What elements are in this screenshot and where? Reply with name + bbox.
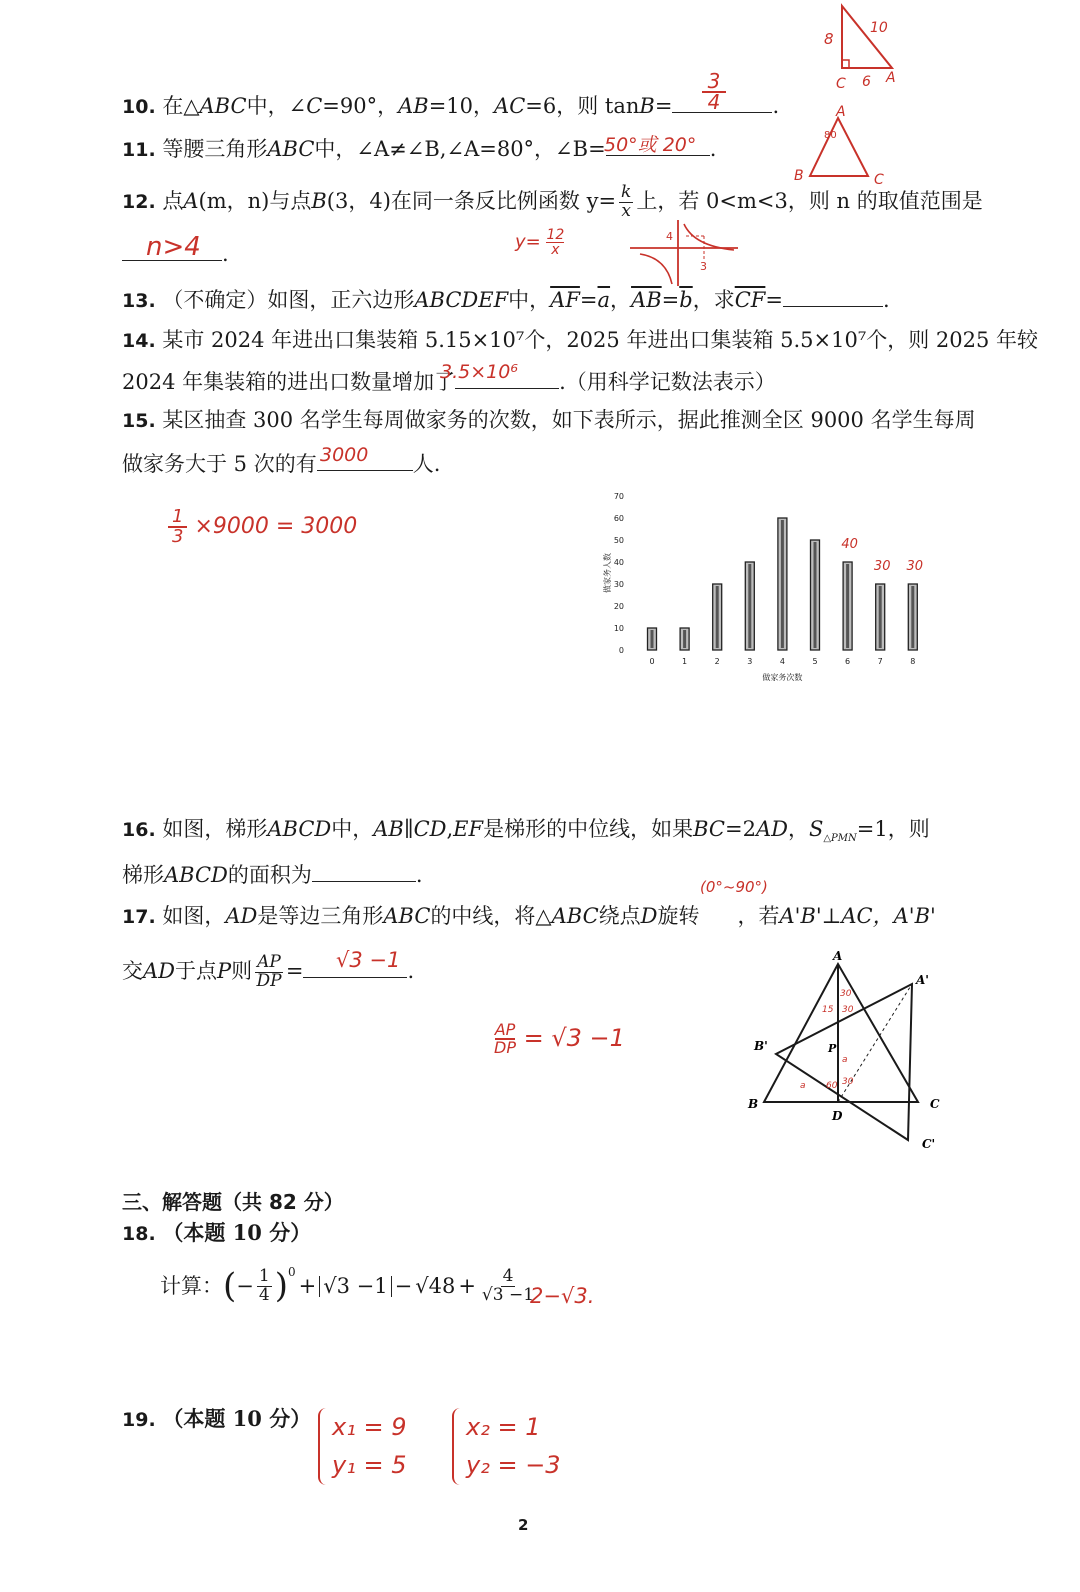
question-12 xyxy=(122,184,983,221)
q12-end: . xyxy=(222,242,229,266)
question-13 xyxy=(122,288,890,311)
q16-line2 xyxy=(122,863,423,886)
q10-text: = xyxy=(654,94,673,118)
y-tick-label: 0 xyxy=(618,646,624,655)
vector-b: $\overline{b}$ xyxy=(679,288,693,312)
vector-af: $\overline{AF}$ xyxy=(550,288,580,312)
angle-mark: 30 xyxy=(840,989,852,999)
question-number: 11. xyxy=(122,139,156,161)
right-angle-mark xyxy=(842,60,849,68)
q16-ad: AD xyxy=(755,817,788,841)
q18-expression: 计算： ( − $\frac{1}{4}$ ) $^0$ + √3 −1 − √48 + $\frac{4}{√3 -1}$ xyxy=(160,1265,535,1307)
q13-eq: = xyxy=(765,288,783,312)
q17-text: 于点 xyxy=(175,958,218,983)
question-number: 18. xyxy=(122,1223,156,1245)
question-number: 15. xyxy=(122,410,156,432)
x-tick-label: 1 xyxy=(682,657,688,666)
question-number: 16. xyxy=(122,819,156,841)
sketch-triangle xyxy=(810,118,868,176)
q18-title: （本题 10 分） xyxy=(162,1220,312,1245)
q10-text: =90°， xyxy=(322,94,399,118)
expr-sqrt48: √48 xyxy=(415,1273,456,1298)
handwritten-bar-label: 30 xyxy=(906,559,924,574)
bar-hatch xyxy=(716,586,719,648)
q11-end: . xyxy=(709,137,717,161)
q16-text: , xyxy=(446,817,454,841)
vector-a: $\overline{a}$ xyxy=(597,288,611,312)
vertex-b: B xyxy=(794,168,804,184)
q16-text: 梯形 xyxy=(122,863,164,887)
vector-cf: $\overline{CF}$ xyxy=(734,288,766,312)
q16-parallel: ∥ xyxy=(403,817,414,841)
question-number: 10. xyxy=(122,96,156,118)
q13-eq: = xyxy=(579,288,598,312)
q10-text: =10， xyxy=(428,94,495,118)
q16-abcd: ABCD xyxy=(164,863,228,887)
x-tick-label: 5 xyxy=(812,657,818,666)
q17-abc: ABC xyxy=(551,904,599,928)
angle-mark: 30 xyxy=(842,1005,854,1015)
side-label-6: 6 xyxy=(862,74,871,90)
q17-eq: = xyxy=(285,958,304,983)
answer-blank xyxy=(783,288,883,307)
y-axis-label: 做家务人数 xyxy=(603,553,612,593)
question-number: 13. xyxy=(122,290,156,312)
question-number: 14. xyxy=(122,330,156,352)
y-tick-label: 50 xyxy=(613,536,624,545)
hyperbola-branch xyxy=(684,224,734,250)
expr-minus: − xyxy=(394,1273,413,1298)
graph-label-3: 3 xyxy=(700,260,707,273)
q17-text: 是等边三角形 xyxy=(257,904,384,928)
calc-label: 计算： xyxy=(160,1273,223,1298)
hyperbola-branch xyxy=(640,254,672,284)
work-num: AP xyxy=(494,1020,516,1039)
angle-mark: a xyxy=(842,1055,848,1065)
point-c-label: C xyxy=(930,1097,940,1111)
question-10 xyxy=(122,90,780,118)
q12-a: A xyxy=(183,188,199,213)
x-tick-label: 6 xyxy=(845,657,851,666)
point-p-label: P xyxy=(828,1042,837,1055)
x-tick-label: 0 xyxy=(649,657,655,666)
q16-text: =1，则 xyxy=(856,817,930,841)
q11-text: 等腰三角形 xyxy=(162,137,268,161)
x-tick-label: 3 xyxy=(747,657,753,666)
handwritten-bar-label: 40 xyxy=(841,537,858,552)
question-19 xyxy=(122,1408,311,1430)
question-number: 12. xyxy=(122,190,156,213)
question-16 xyxy=(122,819,930,844)
vector-ab: $\overline{AB}$ xyxy=(631,288,662,312)
q10-abc: ABC xyxy=(199,94,247,118)
q16-eq: =2 xyxy=(724,817,756,841)
q19-title: （本题 10 分） xyxy=(162,1406,312,1431)
vertex-c: C xyxy=(874,172,884,188)
y-tick-label: 20 xyxy=(613,602,624,611)
vertex-a: A xyxy=(886,70,896,86)
q10-text: 在△ xyxy=(162,94,200,118)
side-label-10: 10 xyxy=(870,20,888,36)
x-tick-label: 8 xyxy=(910,657,916,666)
q17-figure xyxy=(740,950,960,1160)
q10-triangle-sketch xyxy=(810,0,920,95)
q11-handwritten-answer: 50°或 20° xyxy=(604,134,697,156)
q13-end: . xyxy=(882,288,890,312)
q17-ad: AD xyxy=(143,958,176,983)
x-tick-label: 7 xyxy=(877,657,883,666)
expr-plus: + xyxy=(298,1273,317,1298)
q11-abc: ABC xyxy=(267,137,315,161)
frac-num: AP xyxy=(257,952,281,972)
q10-text: =6，则 tan xyxy=(525,94,640,118)
q12-text: 上，若 0<m<3，则 n 的取值范围是 xyxy=(636,188,983,213)
q18-handwritten-answer: 2−√3. xyxy=(530,1284,595,1308)
q13-text: ，求 xyxy=(692,288,735,312)
q17-text: 旋转 xyxy=(657,904,700,928)
q17-handwritten-answer: √3 −1 xyxy=(336,948,401,972)
q17-text: 如图， xyxy=(162,904,226,928)
q16-comma: ， xyxy=(787,817,809,841)
q17-text: 交 xyxy=(122,958,143,983)
expr-neg: − xyxy=(236,1273,254,1298)
q17-text: 绕点 xyxy=(598,904,641,928)
bar-hatch xyxy=(814,542,817,648)
x-axis-label: 做家务次数 xyxy=(762,673,803,682)
bar-chart xyxy=(598,484,938,690)
q13-text: 中， xyxy=(508,288,551,312)
q16-abcd: ABCD xyxy=(267,817,332,841)
q17-text: 的中线，将△ xyxy=(430,904,552,928)
sketch-triangle xyxy=(842,6,892,68)
q10-end: . xyxy=(772,94,780,118)
point-a-label: A xyxy=(833,949,843,963)
solution-y2: y₂ = −3 xyxy=(466,1451,561,1480)
question-18 xyxy=(122,1222,311,1244)
q16-text: 如图，梯形 xyxy=(162,817,268,841)
angle-mark: a xyxy=(800,1081,806,1091)
q11-text: 中，∠A≠∠B,∠A=80°，∠B= xyxy=(314,137,606,161)
q13-eq: = xyxy=(661,288,680,312)
q12-work-function xyxy=(515,228,564,257)
expr-exponent: 0 xyxy=(287,1265,296,1279)
q12-text: (3，4)在同一条反比例函数 y= xyxy=(326,188,617,213)
x-tick-label: 2 xyxy=(714,657,720,666)
q12-text: (m，n)与点 xyxy=(198,188,312,213)
q17-handwritten-range: (0°~90°) xyxy=(700,878,768,896)
bar-hatch xyxy=(651,630,654,648)
vertex-a: A xyxy=(836,104,846,120)
question-17 xyxy=(122,906,936,927)
fraction-k-over-x xyxy=(619,184,633,221)
bar-hatch xyxy=(748,564,751,648)
y-tick-label: 10 xyxy=(613,624,624,633)
bar-hatch xyxy=(846,564,849,648)
work-den: DP xyxy=(494,1038,516,1057)
q17-handwritten-work xyxy=(494,1022,625,1056)
point-a-prime-label: A' xyxy=(916,973,929,987)
q15-text: 做家务大于 5 次的有 xyxy=(122,452,317,476)
q10-b: B xyxy=(639,94,655,118)
fraction-four-over xyxy=(482,1268,534,1305)
work-rest: = √3 −1 xyxy=(523,1024,625,1052)
expr-plus: + xyxy=(458,1273,476,1298)
answer-denominator: 4 xyxy=(707,90,721,114)
q17-text: 则 xyxy=(231,958,253,983)
fraction-ap-dp xyxy=(255,954,283,991)
q17-text: ，若 xyxy=(737,904,780,928)
q14-line1: 某市 2024 年进出口集装箱 5.15×10⁷个，2025 年进出口集装箱 5.5×10⁷个，则 2025 年较 xyxy=(162,328,1039,352)
question-14 xyxy=(122,330,1038,351)
q10-c: C xyxy=(306,94,323,118)
q15-line2 xyxy=(122,452,440,475)
triangle-abc xyxy=(764,964,918,1102)
note-y: y= xyxy=(515,231,541,253)
q19-solution-1 xyxy=(318,1408,406,1485)
note-den: x xyxy=(551,242,560,258)
point-b-label: B xyxy=(748,1097,759,1111)
frac-num: 1 xyxy=(258,1266,270,1286)
handwritten-bar-label: 30 xyxy=(873,559,891,574)
point-b-prime-label: B' xyxy=(754,1039,768,1053)
q17-end: . xyxy=(407,958,415,983)
y-tick-label: 30 xyxy=(613,580,624,589)
bar-hatch xyxy=(781,520,784,648)
q14-handwritten-answer: 3.5×10⁶ xyxy=(440,361,518,383)
q13-text: （不确定）如图，正六边形 xyxy=(162,288,415,312)
point-d-label: D xyxy=(832,1109,843,1123)
bar-hatch xyxy=(683,630,686,648)
frac-den: 4 xyxy=(258,1284,270,1305)
point-c-prime-label: C' xyxy=(922,1137,936,1151)
q12-graph-sketch xyxy=(630,218,750,288)
angle-label: 80 xyxy=(824,130,837,141)
q17-d: D xyxy=(640,904,658,928)
q17-abc: ABC xyxy=(383,904,431,928)
question-number: 19. xyxy=(122,1409,156,1431)
q14-text: .（用科学记数法表示） xyxy=(559,370,776,394)
fraction-one-quarter xyxy=(257,1268,272,1305)
section-title: 三、解答题（共 82 分） xyxy=(122,1190,344,1214)
frac-num: 4 xyxy=(502,1266,514,1286)
q15-line1: 某区抽查 300 名学生每周做家务的次数，如下表所示，据此推测全区 9000 名学生每周 xyxy=(162,408,976,432)
y-tick-label: 60 xyxy=(613,514,624,523)
work-rest: ×9000 = 3000 xyxy=(194,514,358,539)
answer-numerator: 3 xyxy=(707,69,721,93)
vertex-c: C xyxy=(836,76,846,92)
q10-ab: AB xyxy=(398,94,429,118)
graph-label-4: 4 xyxy=(666,230,673,243)
q10-ac: AC xyxy=(494,94,526,118)
angle-mark: 30 xyxy=(842,1077,854,1087)
q15-text: 人. xyxy=(412,452,441,476)
q10-text: 中，∠ xyxy=(246,94,307,118)
page-number: 2 xyxy=(518,1516,529,1534)
solution-y1: y₁ = 5 xyxy=(332,1451,407,1480)
q10-handwritten-answer xyxy=(702,69,726,114)
q16-text: 是梯形的中位线，如果 xyxy=(483,817,694,841)
q11-triangle-sketch xyxy=(794,100,910,190)
question-number: 17. xyxy=(122,906,156,928)
q16-s: S xyxy=(808,817,824,841)
q13-hexagon: ABCDEF xyxy=(414,288,509,312)
q17-ad: AD xyxy=(225,904,258,928)
y-tick-label: 40 xyxy=(613,558,624,567)
q16-ef: EF xyxy=(453,817,484,841)
frac-den: √3 −1 xyxy=(481,1284,535,1305)
angle-mark: 60 xyxy=(826,1081,838,1091)
side-label-8: 8 xyxy=(824,30,834,48)
answer-blank xyxy=(312,863,416,882)
q15-handwritten-work xyxy=(168,508,357,546)
y-tick-label: 70 xyxy=(613,492,624,501)
q16-end: . xyxy=(415,863,423,887)
x-tick-label: 4 xyxy=(779,657,785,666)
bar-hatch xyxy=(911,586,914,648)
frac-den: DP xyxy=(256,970,282,991)
q17-text: A'B'⊥AC，A'B' xyxy=(779,904,936,928)
q13-comma: ， xyxy=(610,288,632,312)
q19-solution-2 xyxy=(452,1408,561,1485)
q15-handwritten-answer: 3000 xyxy=(320,444,369,466)
q12-text: 点 xyxy=(162,188,184,213)
q16-text: 中， xyxy=(331,817,374,841)
q16-bc: BC xyxy=(693,817,725,841)
q17-p: P xyxy=(217,958,232,983)
bar-hatch xyxy=(879,586,882,648)
q12-b: B xyxy=(311,188,327,213)
expr-abs: √3 −1 xyxy=(319,1276,391,1297)
q16-s-sub: △PMN xyxy=(823,833,857,845)
frac-den: x xyxy=(621,200,631,221)
frac-num: k xyxy=(621,182,632,202)
solution-x2: x₂ = 1 xyxy=(466,1413,541,1441)
note-num: 12 xyxy=(546,227,565,243)
q14-text: 2024 年集装箱的进出口数量增加了 xyxy=(122,370,456,394)
q12-handwritten-answer: n>4 xyxy=(146,232,201,262)
q16-text: 的面积为 xyxy=(227,863,312,887)
angle-mark: 15 xyxy=(822,1005,834,1015)
solution-x1: x₁ = 9 xyxy=(332,1413,407,1441)
q16-ab: AB xyxy=(373,817,404,841)
question-15 xyxy=(122,410,976,431)
q16-cd: CD xyxy=(413,817,447,841)
work-num: 1 xyxy=(168,508,187,528)
work-den: 3 xyxy=(172,526,184,547)
